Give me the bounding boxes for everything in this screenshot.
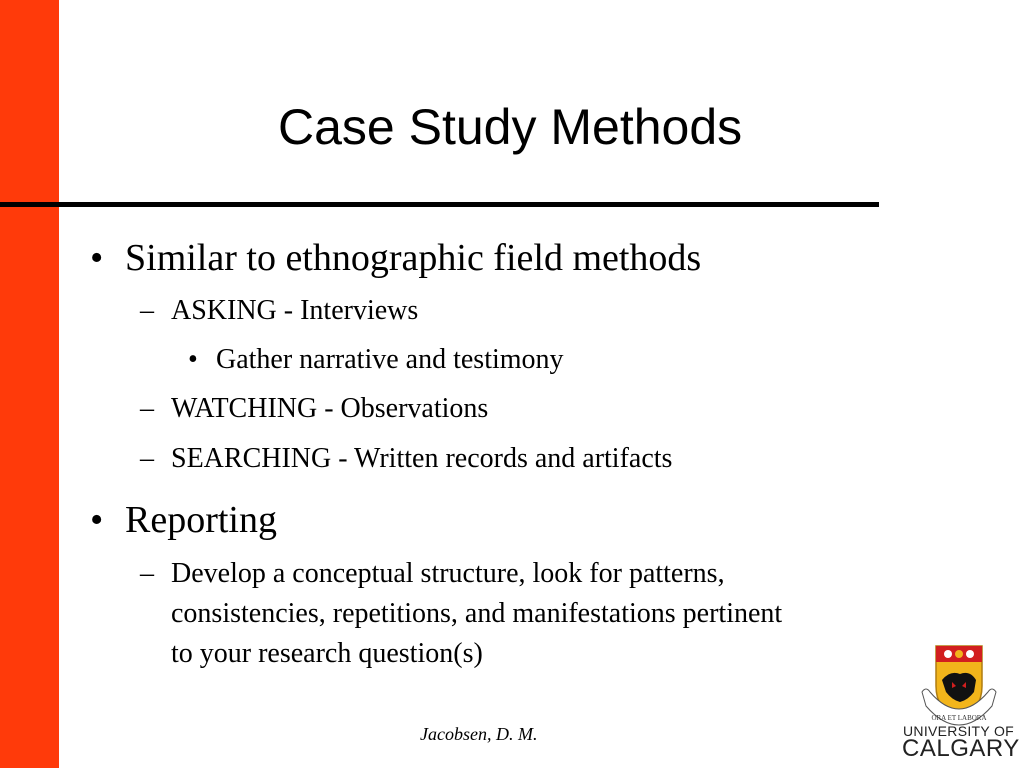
bullet-marker: • — [188, 344, 198, 375]
dash-marker: – — [140, 443, 154, 474]
accent-sidebar — [0, 0, 59, 768]
slide-title: Case Study Methods — [278, 99, 743, 155]
bullet-text-line3: to your research question(s) — [171, 638, 483, 669]
bullet-text: Reporting — [125, 499, 277, 541]
bullet-text-line2: consistencies, repetitions, and manifestations pertinent — [171, 598, 783, 629]
bullet-text-line1: Develop a conceptual structure, look for patterns, — [171, 558, 725, 589]
title-divider — [0, 202, 879, 207]
dash-marker: – — [140, 295, 154, 326]
bullet-marker: • — [90, 499, 104, 541]
slide-footer-author: Jacobsen, D. M. — [420, 724, 538, 744]
dash-marker: – — [140, 558, 154, 589]
bullet-text: Similar to ethnographic field methods — [125, 237, 702, 279]
logo-text-calgary: CALGARY — [902, 735, 1020, 762]
logo-text-university-of: UNIVERSITY OF — [903, 723, 1014, 739]
bullet-text: SEARCHING - Written records and artifacts — [171, 443, 673, 474]
bullet-text: Gather narrative and testimony — [216, 344, 564, 375]
crest-motto: ORA ET LABORA — [931, 714, 987, 722]
bullet-marker: • — [90, 237, 104, 279]
bullet-text: ASKING - Interviews — [171, 295, 419, 326]
dash-marker: – — [140, 393, 154, 424]
bullet-text: WATCHING - Observations — [171, 393, 489, 424]
